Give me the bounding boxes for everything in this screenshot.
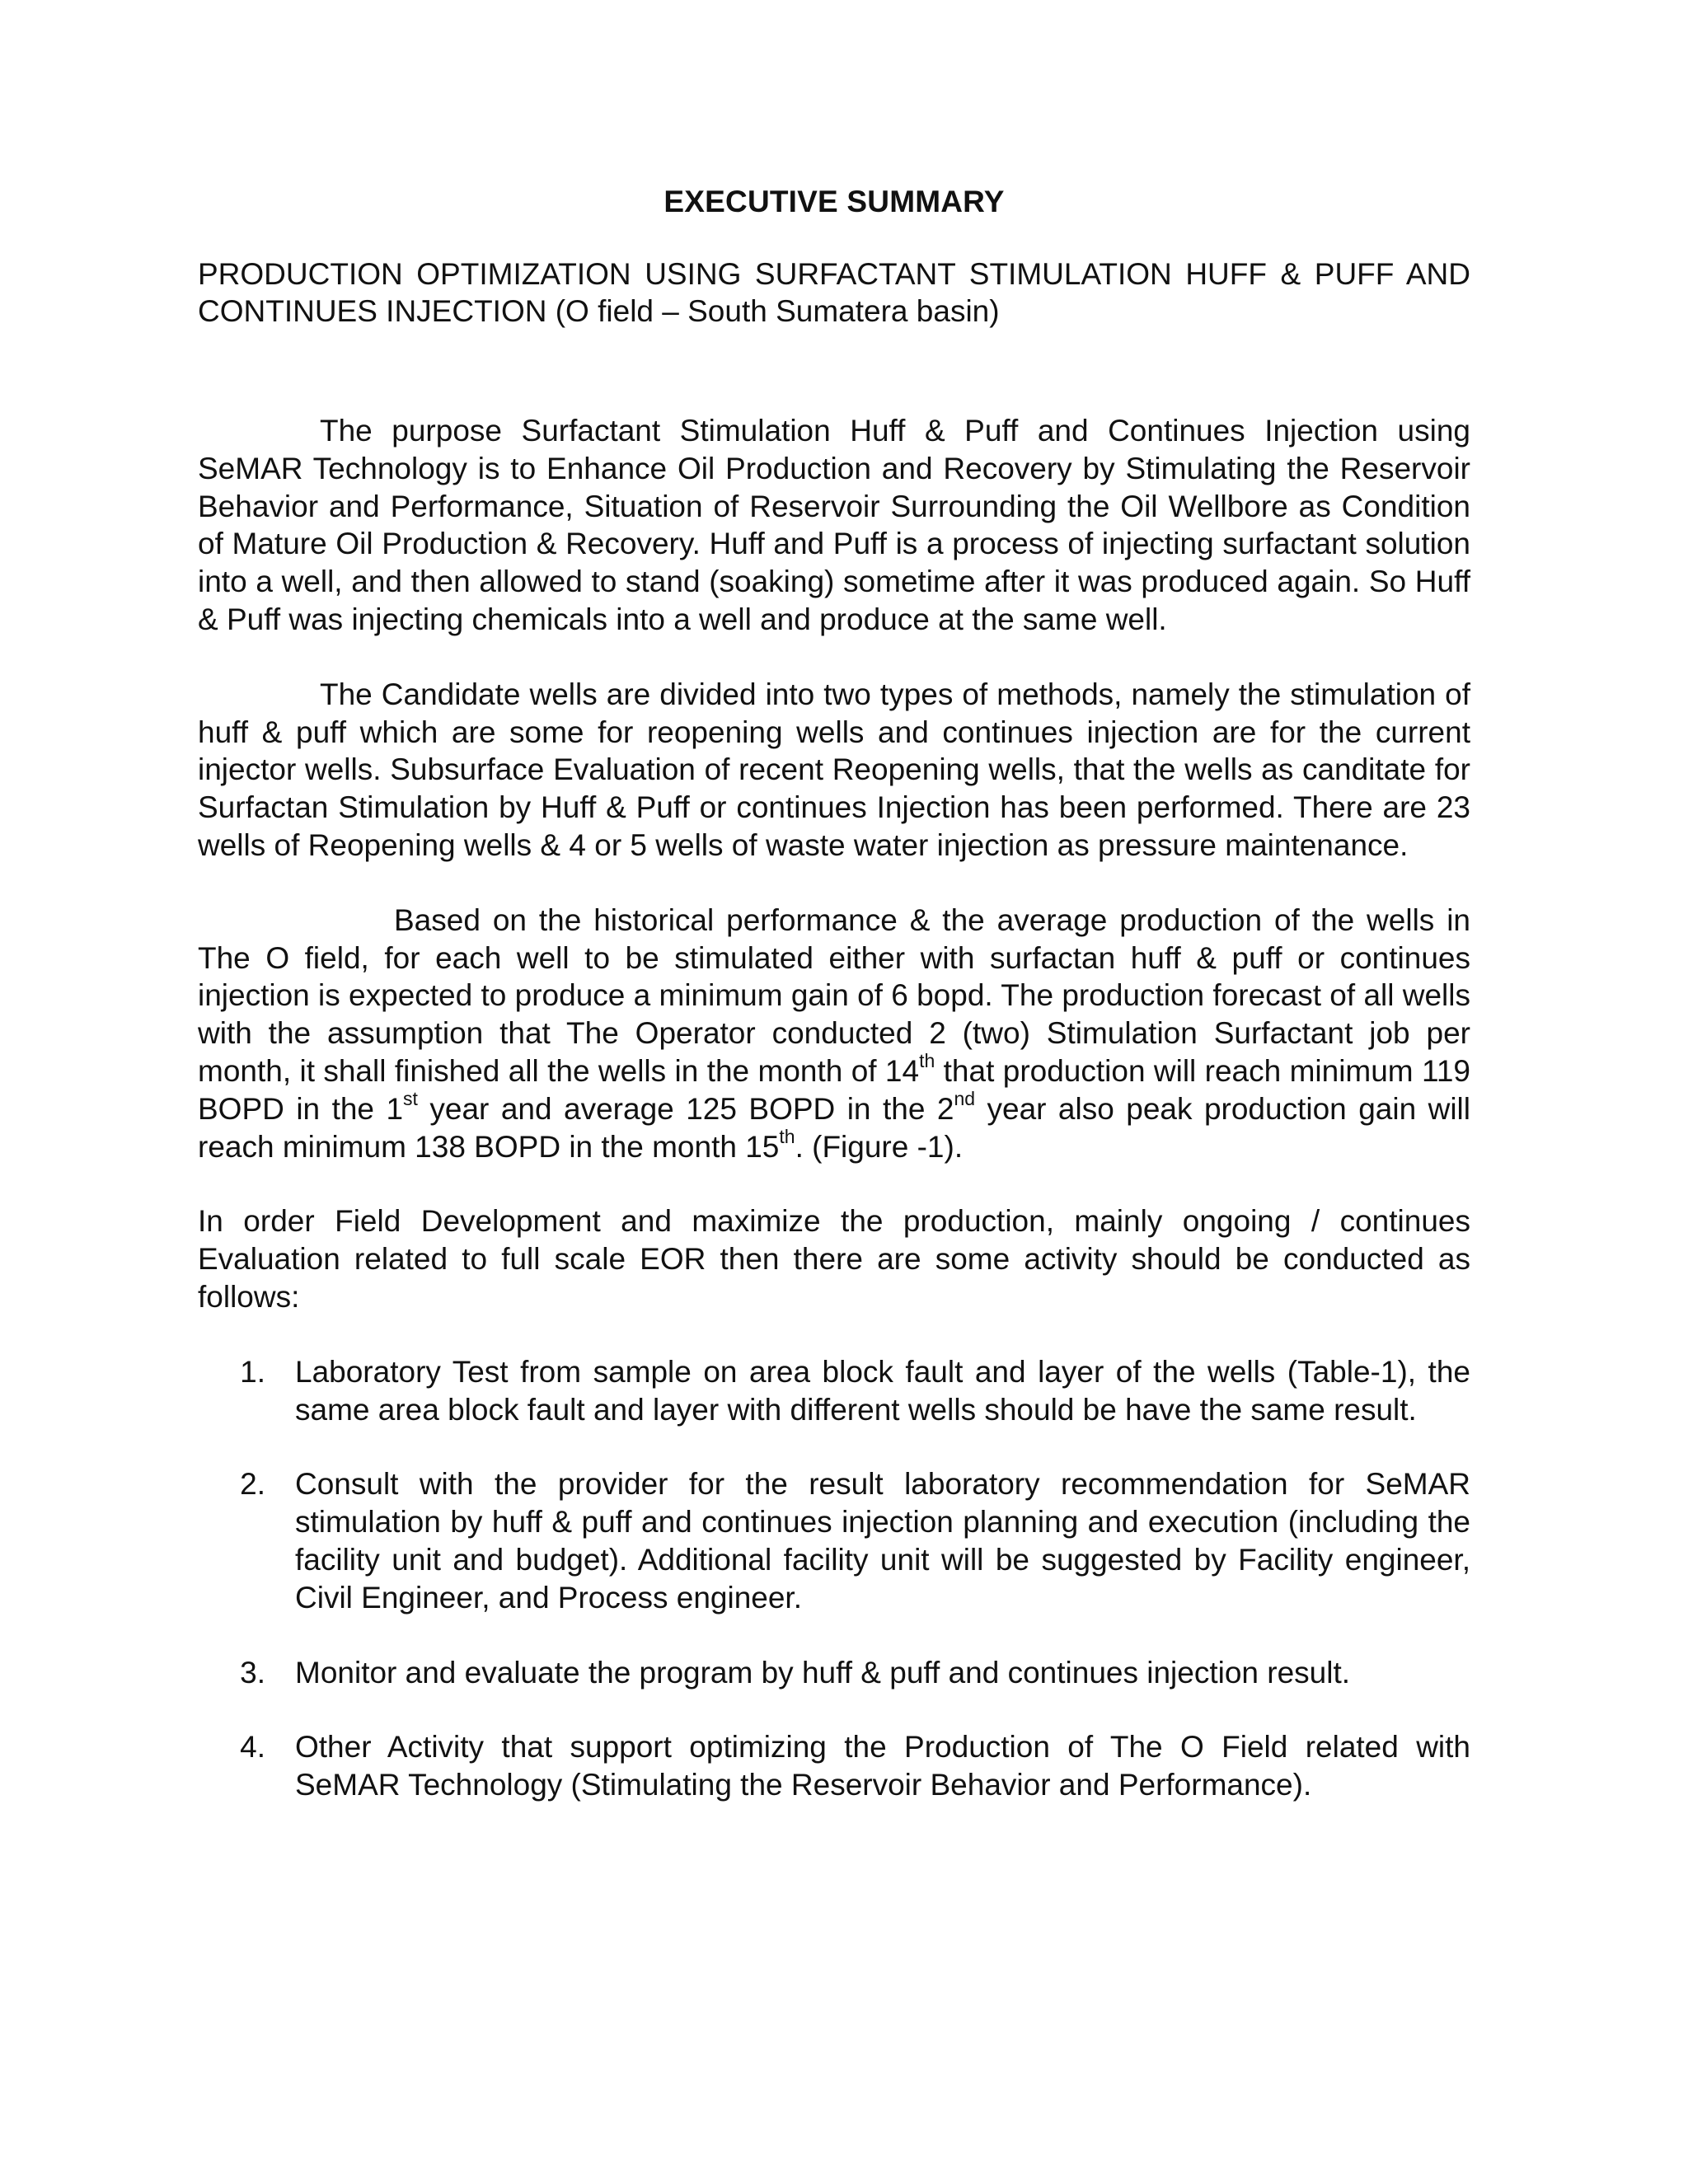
- list-item: [198, 1654, 1470, 1692]
- list-item-text: Monitor and evaluate the program by huff & puff and continues injection result.: [295, 1655, 1351, 1690]
- list-item: [198, 1353, 1470, 1429]
- forecast-text-5: . (Figure -1).: [795, 1129, 964, 1164]
- paragraph-candidate-wells: The Candidate wells are divided into two types of methods, namely the stimulation of huff & puff which are some for reopening wells and continues injection are for the current injector wells. Subsurface Evaluation of recent Reopening wells, that the wells as canditate for Surfactan Stimulation by Huff & Puff or continues Injection has been performed. There are 23 wells of Reopening wells & 4 or 5 wells of waste water injection as pressure maintenance.: [198, 677, 1470, 862]
- ordinal-suffix: th: [919, 1049, 935, 1071]
- paragraph-actions-intro: In order Field Development and maximize the production, mainly ongoing / continues Evaluation related to full scale EOR then there are some activity should be conducted as follows:: [198, 1204, 1470, 1314]
- list-item-number: 3.: [240, 1655, 265, 1690]
- document-page: [198, 183, 1470, 1841]
- ordinal-suffix: th: [779, 1125, 795, 1147]
- list-item-number: 4.: [240, 1730, 265, 1765]
- list-item-number: 2.: [240, 1467, 265, 1502]
- list-item-number: 1.: [240, 1354, 265, 1389]
- list-item-text: Other Activity that support optimizing the Production of The O Field related with SeMAR Technology (Stimulating the Reservoir Behavior and Performance).: [295, 1730, 1470, 1802]
- page-title: EXECUTIVE SUMMARY: [663, 185, 1005, 218]
- forecast-text-3: year and average 125 BOPD in the 2: [417, 1091, 954, 1126]
- ordinal-suffix: nd: [954, 1087, 976, 1109]
- action-list: [198, 1353, 1470, 1804]
- list-item: [198, 1728, 1470, 1804]
- list-item-text: Laboratory Test from sample on area block fault and layer of the wells (Table-1), the same area block fault and layer with different wells should be have the same result.: [295, 1354, 1470, 1427]
- list-item: [198, 1465, 1470, 1616]
- paragraph-production-forecast: [198, 902, 1470, 1166]
- forecast-text-1: Based on the historical performance & the average production of the wells in The O field, for each well to be stimulated either with surfactan huff & puff or continues injection is expected to produce a minimum gain of 6 bopd. The production forecast of all wells with the assumption that The Operator conducted 2 (two) Stimulation Surfactant job per month, it shall finished all the wells in the month of 14: [198, 902, 1470, 1088]
- paragraph-purpose: The purpose Surfactant Stimulation Huff & Puff and Continues Injection using SeMAR Technology is to Enhance Oil Production and Recovery by Stimulating the Reservoir Behavior and Performance, Situation of Reservoir Surrounding the Oil Wellbore as Condition of Mature Oil Production & Recovery. Huff and Puff is a process of injecting surfactant solution into a well, and then allowed to stand (soaking) sometime after it was produced again. So Huff & Puff was injecting chemicals into a well and produce at the same well.: [198, 414, 1470, 636]
- document-subtitle: PRODUCTION OPTIMIZATION USING SURFACTANT STIMULATION HUFF & PUFF AND CONTINUES INJECTION (O field – South Sumatera basin): [198, 257, 1470, 328]
- forecast-text-4: year also peak production gain will reach minimum 138 BOPD in the month 15: [198, 1091, 1470, 1164]
- ordinal-suffix: st: [403, 1087, 418, 1109]
- list-item-text: Consult with the provider for the result laboratory recommendation for SeMAR stimulation by huff & puff and continues injection planning and execution (including the facility unit and budget). Additional facility unit will be suggested by Facility engineer, Civil Engineer, and Process engineer.: [295, 1467, 1470, 1615]
- forecast-text-2: that production will reach minimum 119 BOPD in the 1: [198, 1053, 1470, 1126]
